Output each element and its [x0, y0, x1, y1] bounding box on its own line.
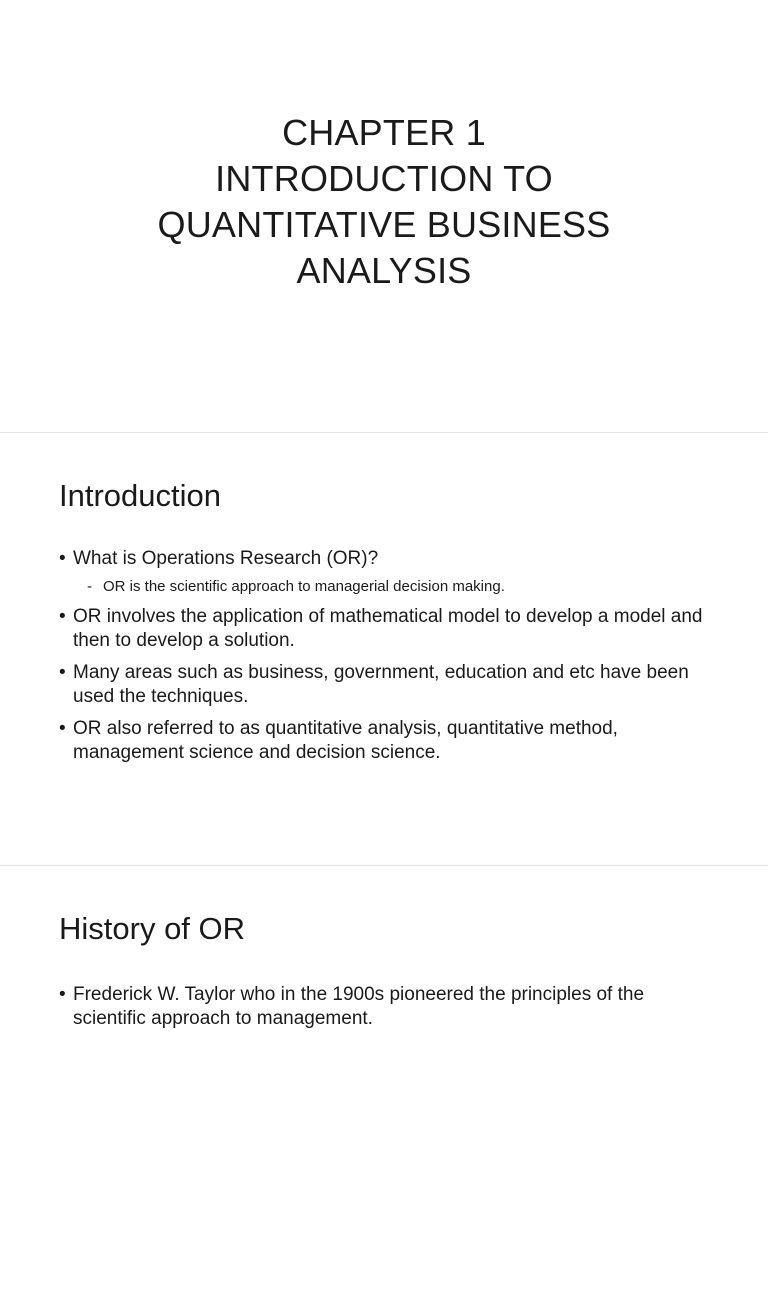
history-bullet-list: [59, 983, 719, 1039]
bullet-or-involves: • OR involves the application of mathematical model to develop a model and then to develop a solution.: [59, 605, 719, 653]
history-heading: History of OR: [59, 911, 246, 946]
chapter-title: [0, 110, 768, 294]
bullet-what-is-or: • What is Operations Research (OR)?: [59, 547, 719, 571]
introduction-slide: [0, 433, 768, 865]
sub-bullet-or-definition: - OR is the scientific approach to managerial decision making.: [59, 577, 719, 597]
title-line-introduction: INTRODUCTION TO: [215, 158, 553, 200]
history-slide: [0, 866, 768, 1298]
introduction-bullet-list: [59, 547, 719, 773]
title-slide: [0, 0, 768, 432]
title-line-quantitative: QUANTITATIVE BUSINESS: [157, 204, 611, 246]
bullet-frederick-taylor: • Frederick W. Taylor who in the 1900s pioneered the principles of the scientific approach to management.: [59, 983, 719, 1031]
title-line-analysis: ANALYSIS: [296, 250, 472, 292]
bullet-many-areas: • Many areas such as business, government, education and etc have been used the techniques.: [59, 661, 719, 709]
bullet-also-referred: • OR also referred to as quantitative analysis, quantitative method, management science and decision science.: [59, 717, 719, 765]
title-line-chapter: CHAPTER 1: [282, 112, 486, 154]
introduction-heading: Introduction: [59, 478, 221, 513]
